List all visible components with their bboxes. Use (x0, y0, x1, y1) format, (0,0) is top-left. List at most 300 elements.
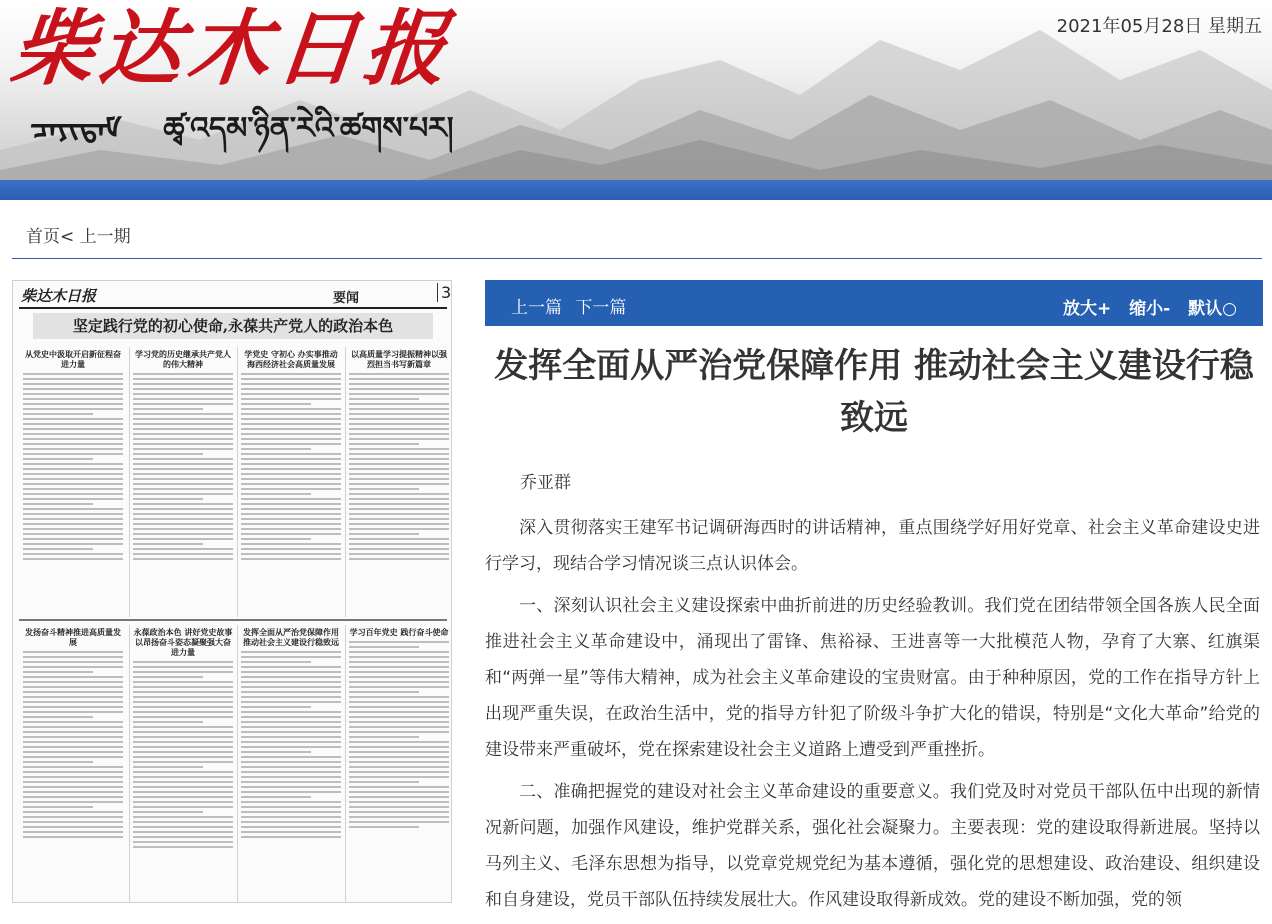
text-line-placeholder (241, 473, 341, 475)
article-author: 乔亚群 (520, 473, 571, 493)
page-article-text (23, 651, 123, 838)
text-line-placeholder (133, 721, 203, 723)
column-divider (345, 347, 346, 617)
page-article-title: 学党史 守初心 办实事推动海西经济社会高质量发展 (244, 349, 338, 369)
text-line-placeholder (349, 388, 449, 390)
text-line-placeholder (23, 821, 123, 823)
text-line-placeholder (349, 706, 449, 708)
text-line-placeholder (349, 418, 449, 420)
page-article-block[interactable] (133, 349, 233, 563)
default-size-button[interactable]: 默认○ (1188, 299, 1237, 319)
text-line-placeholder (241, 538, 311, 540)
text-line-placeholder (349, 781, 419, 783)
text-line-placeholder (241, 443, 341, 445)
text-line-placeholder (349, 651, 449, 653)
text-line-placeholder (23, 746, 123, 748)
text-line-placeholder (133, 791, 233, 793)
text-line-placeholder (133, 413, 233, 415)
text-line-placeholder (241, 483, 341, 485)
text-line-placeholder (349, 791, 449, 793)
text-line-placeholder (23, 786, 123, 788)
text-line-placeholder (23, 498, 123, 500)
text-line-placeholder (349, 443, 419, 445)
text-line-placeholder (23, 468, 123, 470)
text-line-placeholder (349, 523, 449, 525)
text-line-placeholder (133, 538, 233, 540)
text-line-placeholder (23, 528, 123, 530)
text-line-placeholder (349, 473, 449, 475)
page-article-block-current[interactable] (241, 627, 341, 841)
text-line-placeholder (241, 488, 341, 490)
text-line-placeholder (349, 393, 449, 395)
zoom-in-button[interactable]: 放大+ (1063, 299, 1112, 319)
text-line-placeholder (133, 806, 233, 808)
text-line-placeholder (133, 826, 233, 828)
text-line-placeholder (241, 796, 311, 798)
text-line-placeholder (349, 691, 419, 693)
text-line-placeholder (133, 543, 203, 545)
text-line-placeholder (23, 811, 123, 813)
text-line-placeholder (133, 681, 233, 683)
text-line-placeholder (349, 513, 449, 515)
text-line-placeholder (349, 423, 449, 425)
text-line-placeholder (133, 553, 233, 555)
text-line-placeholder (241, 786, 341, 788)
text-line-placeholder (23, 473, 123, 475)
masthead-banner (0, 0, 1272, 200)
text-line-placeholder (133, 508, 233, 510)
text-line-placeholder (23, 781, 123, 783)
text-line-placeholder (133, 676, 203, 678)
text-line-placeholder (133, 716, 233, 718)
text-line-placeholder (241, 388, 341, 390)
text-line-placeholder (349, 378, 449, 380)
next-article-link[interactable]: 下一篇 (575, 298, 627, 318)
text-line-placeholder (133, 393, 233, 395)
text-line-placeholder (133, 766, 203, 768)
text-line-placeholder (241, 398, 341, 400)
text-line-placeholder (241, 508, 341, 510)
text-line-placeholder (23, 816, 123, 818)
text-line-placeholder (241, 806, 341, 808)
text-line-placeholder (23, 538, 123, 540)
text-line-placeholder (23, 388, 123, 390)
text-line-placeholder (133, 398, 233, 400)
text-line-placeholder (23, 706, 123, 708)
text-line-placeholder (241, 696, 341, 698)
text-line-placeholder (133, 488, 233, 490)
text-line-placeholder (241, 548, 341, 550)
column-divider (237, 347, 238, 617)
text-line-placeholder (23, 701, 123, 703)
text-line-placeholder (349, 661, 449, 663)
column-divider (129, 347, 130, 617)
text-line-placeholder (349, 641, 449, 643)
text-line-placeholder (23, 686, 123, 688)
text-line-placeholder (23, 508, 123, 510)
text-line-placeholder (241, 821, 341, 823)
text-line-placeholder (241, 701, 341, 703)
text-line-placeholder (23, 393, 123, 395)
text-line-placeholder (133, 796, 233, 798)
text-line-placeholder (23, 443, 123, 445)
text-line-placeholder (241, 433, 341, 435)
text-line-placeholder (23, 721, 123, 723)
text-line-placeholder (133, 846, 233, 848)
text-line-placeholder (241, 706, 311, 708)
text-line-placeholder (23, 373, 123, 375)
text-line-placeholder (241, 791, 341, 793)
text-line-placeholder (133, 751, 233, 753)
text-line-placeholder (241, 408, 341, 410)
text-line-placeholder (133, 548, 233, 550)
text-line-placeholder (349, 558, 449, 560)
article-toolbar (485, 280, 1263, 326)
text-line-placeholder (23, 453, 123, 455)
text-line-placeholder (349, 701, 449, 703)
text-line-placeholder (23, 791, 123, 793)
text-line-placeholder (23, 403, 123, 405)
text-line-placeholder (349, 408, 449, 410)
text-line-placeholder (241, 736, 341, 738)
text-line-placeholder (241, 691, 341, 693)
text-line-placeholder (23, 736, 123, 738)
text-line-placeholder (23, 796, 123, 798)
text-line-placeholder (133, 706, 233, 708)
text-line-placeholder (23, 383, 123, 385)
text-line-placeholder (241, 373, 341, 375)
text-line-placeholder (133, 533, 233, 535)
text-line-placeholder (133, 378, 233, 380)
text-line-placeholder (133, 453, 203, 455)
text-line-placeholder (349, 438, 449, 440)
page-article-title: 永葆政治本色 讲好党史故事以昂扬奋斗姿态凝聚强大奋进力量 (133, 627, 233, 657)
page-article-text (241, 373, 341, 560)
text-line-placeholder (23, 651, 123, 653)
text-line-placeholder (349, 543, 449, 545)
text-line-placeholder (241, 528, 341, 530)
text-line-placeholder (133, 528, 233, 530)
text-line-placeholder (349, 373, 449, 375)
page-headline[interactable]: 坚定践行党的初心使命,永葆共产党人的政治本色 (33, 313, 433, 339)
text-line-placeholder (349, 646, 419, 648)
text-line-placeholder (241, 766, 341, 768)
text-line-placeholder (349, 478, 449, 480)
text-line-placeholder (23, 518, 123, 520)
text-line-placeholder (133, 771, 233, 773)
article-paragraph: 深入贯彻落实王建军书记调研海西时的讲话精神，重点围绕学好用好党章、社会主义革命建设史进行学习，现结合学习情况谈三点认识体会。 (485, 518, 1260, 574)
page-article-text (349, 641, 449, 828)
page-article-title: 学习百年党史 践行奋斗使命 (349, 627, 449, 637)
text-line-placeholder (23, 523, 123, 525)
issue-date: 2021年05月28日 星期五 (1056, 16, 1262, 37)
text-line-placeholder (349, 656, 449, 658)
breadcrumb-home-link[interactable]: 首页< (26, 227, 75, 247)
text-line-placeholder (133, 373, 233, 375)
page-article-text (133, 661, 233, 848)
text-line-placeholder (133, 388, 233, 390)
text-line-placeholder (23, 533, 123, 535)
text-line-placeholder (241, 453, 341, 455)
article-title: 发挥全面从严治党保障作用 推动社会主义建设行稳致远 (494, 346, 1254, 438)
text-line-placeholder (23, 771, 123, 773)
text-line-placeholder (241, 393, 341, 395)
text-line-placeholder (241, 428, 341, 430)
text-line-placeholder (349, 771, 449, 773)
article-paragraph: 一、深刻认识社会主义建设探索中曲折前进的历史经验教训。我们党在团结带领全国各族人民全面推进社会主义革命建设中，涌现出了雷锋、焦裕禄、王进喜等一大批模范人物，孕育了大寨、红旗渠和“两弹一星”等伟大精神，成为社会主义革命建设的宝贵财富。由于种种原因，党的工作在指导方针上出现严重失误，在政治生活中，党的指导方针犯了阶级斗争扩大化的错误，特别是“文化大革命”给党的建设带来严重破坏，党在探索建设社会主义道路上遭受到严重挫折。 (485, 596, 1260, 760)
text-line-placeholder (349, 751, 449, 753)
text-line-placeholder (349, 716, 449, 718)
text-line-placeholder (133, 741, 233, 743)
text-line-placeholder (349, 686, 449, 688)
page-article-block[interactable] (349, 349, 449, 563)
column-divider (345, 625, 346, 903)
text-line-placeholder (241, 463, 341, 465)
text-line-placeholder (241, 493, 311, 495)
text-line-placeholder (133, 493, 233, 495)
text-line-placeholder (133, 691, 233, 693)
text-line-placeholder (349, 528, 449, 530)
text-line-placeholder (133, 468, 233, 470)
text-line-placeholder (23, 558, 123, 560)
text-line-placeholder (349, 548, 449, 550)
page-article-title: 发扬奋斗精神推进高质量发展 (25, 627, 121, 647)
text-line-placeholder (23, 458, 93, 460)
text-line-placeholder (133, 503, 233, 505)
text-line-placeholder (133, 408, 203, 410)
zoom-out-button[interactable]: 缩小- (1129, 299, 1171, 319)
page-article-title: 发挥全面从严治党保障作用推动社会主义建设行稳致远 (243, 627, 339, 647)
text-line-placeholder (23, 731, 123, 733)
text-line-placeholder (23, 408, 123, 410)
text-line-placeholder (349, 731, 449, 733)
text-line-placeholder (349, 681, 449, 683)
text-line-placeholder (349, 508, 449, 510)
breadcrumb-divider (12, 258, 1262, 259)
text-line-placeholder (133, 513, 233, 515)
page-article-text (241, 651, 341, 838)
text-line-placeholder (23, 448, 123, 450)
text-line-placeholder (133, 478, 233, 480)
text-line-placeholder (23, 398, 123, 400)
text-line-placeholder (23, 716, 93, 718)
text-line-placeholder (133, 661, 233, 663)
text-line-placeholder (349, 468, 449, 470)
text-line-placeholder (349, 821, 449, 823)
text-line-placeholder (241, 458, 341, 460)
text-line-placeholder (241, 756, 341, 758)
text-line-placeholder (349, 488, 419, 490)
text-line-placeholder (349, 428, 449, 430)
text-line-placeholder (349, 403, 449, 405)
text-line-placeholder (241, 751, 311, 753)
text-line-placeholder (133, 821, 233, 823)
text-line-placeholder (349, 736, 419, 738)
text-line-placeholder (23, 696, 123, 698)
text-line-placeholder (23, 831, 123, 833)
text-line-placeholder (241, 423, 341, 425)
text-line-placeholder (133, 761, 233, 763)
text-line-placeholder (349, 711, 449, 713)
text-line-placeholder (349, 666, 449, 668)
text-line-placeholder (241, 656, 341, 658)
text-line-placeholder (23, 801, 123, 803)
text-line-placeholder (241, 378, 341, 380)
text-line-placeholder (349, 671, 449, 673)
text-line-placeholder (133, 433, 233, 435)
text-line-placeholder (241, 533, 341, 535)
text-line-placeholder (349, 458, 449, 460)
text-line-placeholder (349, 756, 449, 758)
text-line-placeholder (349, 746, 449, 748)
font-size-controls (1051, 294, 1237, 319)
prev-article-link[interactable]: 上一篇 (511, 298, 562, 318)
text-line-placeholder (241, 553, 341, 555)
text-line-placeholder (23, 676, 123, 678)
text-line-placeholder (23, 766, 123, 768)
text-line-placeholder (23, 691, 123, 693)
text-line-placeholder (241, 518, 341, 520)
text-line-placeholder (23, 666, 123, 668)
text-line-placeholder (23, 671, 93, 673)
text-line-placeholder (349, 811, 449, 813)
text-line-placeholder (133, 423, 233, 425)
text-line-placeholder (349, 538, 449, 540)
text-line-placeholder (349, 503, 449, 505)
text-line-placeholder (349, 498, 449, 500)
text-line-placeholder (241, 478, 341, 480)
text-line-placeholder (349, 801, 449, 803)
text-line-placeholder (241, 403, 311, 405)
text-line-placeholder (133, 731, 233, 733)
text-line-placeholder (23, 413, 93, 415)
text-line-placeholder (241, 726, 341, 728)
text-line-placeholder (133, 473, 233, 475)
banner-blue-bar (0, 180, 1272, 200)
breadcrumb (26, 222, 131, 247)
text-line-placeholder (23, 483, 123, 485)
text-line-placeholder (133, 811, 203, 813)
text-line-placeholder (23, 478, 123, 480)
newspaper-page-thumbnail[interactable] (12, 280, 452, 903)
text-line-placeholder (349, 696, 449, 698)
text-line-placeholder (349, 826, 419, 828)
column-divider (129, 625, 130, 903)
article-paragraph: 二、准确把握党的建设对社会主义革命建设的重要意义。我们党及时对党员干部队伍中出现的新情况新问题，加强作风建设，维护党群关系，强化社会凝聚力。主要表现：党的建设取得新进展。坚持以马列主义、毛泽东思想为指导，以党章党规党纪为基本遵循，强化党的思想建设、政治建设、组织建设和自身建设，党员干部队伍持续发展壮大。作风建设取得新成效。党的建设不断加强，党的领 (485, 782, 1260, 910)
text-line-placeholder (133, 518, 233, 520)
page-article-block[interactable] (23, 627, 123, 841)
text-line-placeholder (23, 656, 123, 658)
text-line-placeholder (133, 443, 233, 445)
text-line-placeholder (133, 696, 233, 698)
text-line-placeholder (23, 776, 123, 778)
text-line-placeholder (23, 418, 123, 420)
page-article-block[interactable] (241, 349, 341, 563)
text-line-placeholder (241, 836, 341, 838)
page-article-text (23, 373, 123, 560)
text-line-placeholder (349, 533, 419, 535)
article-body (485, 510, 1260, 924)
text-line-placeholder (349, 518, 449, 520)
subtitle-mongolian: ᠴᠠᠶᠢᠳᠠᠮ (30, 111, 122, 146)
text-line-placeholder (349, 816, 449, 818)
page-article-block[interactable] (133, 627, 233, 851)
text-line-placeholder (349, 726, 449, 728)
text-line-placeholder (23, 428, 123, 430)
page-article-block[interactable] (349, 627, 449, 831)
text-line-placeholder (133, 776, 233, 778)
text-line-placeholder (241, 686, 341, 688)
text-line-placeholder (241, 761, 341, 763)
text-line-placeholder (349, 721, 449, 723)
text-line-placeholder (241, 523, 341, 525)
text-line-placeholder (23, 423, 123, 425)
breadcrumb-prev-issue-link[interactable]: 上一期 (79, 227, 131, 247)
text-line-placeholder (241, 721, 341, 723)
text-line-placeholder (241, 731, 341, 733)
text-line-placeholder (241, 418, 341, 420)
page-article-text (349, 373, 449, 560)
text-line-placeholder (241, 503, 341, 505)
text-line-placeholder (133, 418, 233, 420)
page-section: 要闻 (333, 291, 360, 306)
article-nav (511, 293, 634, 318)
text-line-placeholder (23, 741, 123, 743)
text-line-placeholder (241, 711, 341, 713)
text-line-placeholder (23, 548, 93, 550)
page-article-block[interactable] (23, 349, 123, 563)
text-line-placeholder (349, 493, 449, 495)
text-line-placeholder (23, 513, 123, 515)
text-line-placeholder (241, 746, 341, 748)
text-line-placeholder (23, 378, 123, 380)
text-line-placeholder (349, 796, 449, 798)
text-line-placeholder (241, 801, 341, 803)
text-line-placeholder (23, 503, 93, 505)
text-line-placeholder (23, 726, 123, 728)
text-line-placeholder (241, 816, 341, 818)
text-line-placeholder (241, 661, 311, 663)
text-line-placeholder (241, 671, 341, 673)
text-line-placeholder (349, 806, 449, 808)
text-line-placeholder (23, 493, 123, 495)
text-line-placeholder (23, 488, 123, 490)
text-line-placeholder (349, 448, 449, 450)
text-line-placeholder (133, 458, 233, 460)
text-line-placeholder (241, 826, 341, 828)
text-line-placeholder (349, 761, 449, 763)
text-line-placeholder (133, 831, 233, 833)
text-line-placeholder (23, 433, 123, 435)
text-line-placeholder (241, 498, 341, 500)
text-line-placeholder (23, 463, 123, 465)
text-line-placeholder (133, 686, 233, 688)
newspaper-logo: 柴达木日报 (6, 1, 458, 97)
text-line-placeholder (133, 756, 233, 758)
text-line-placeholder (23, 761, 93, 763)
text-line-placeholder (349, 741, 449, 743)
page-article-title: 学习党的历史继承共产党人的伟大精神 (135, 349, 231, 369)
page-article-title: 以高质量学习提振精神以强烈担当书写新篇章 (351, 349, 447, 369)
newspaper-subtitle (30, 112, 454, 146)
page-article-text (133, 373, 233, 560)
text-line-placeholder (133, 558, 233, 560)
text-line-placeholder (23, 681, 123, 683)
text-line-placeholder (133, 801, 233, 803)
subtitle-tibetan: ཚྭ་འདམ་ཉིན་རེའི་ཚགས་པར། (163, 111, 454, 146)
row-divider (19, 619, 447, 621)
text-line-placeholder (133, 836, 233, 838)
